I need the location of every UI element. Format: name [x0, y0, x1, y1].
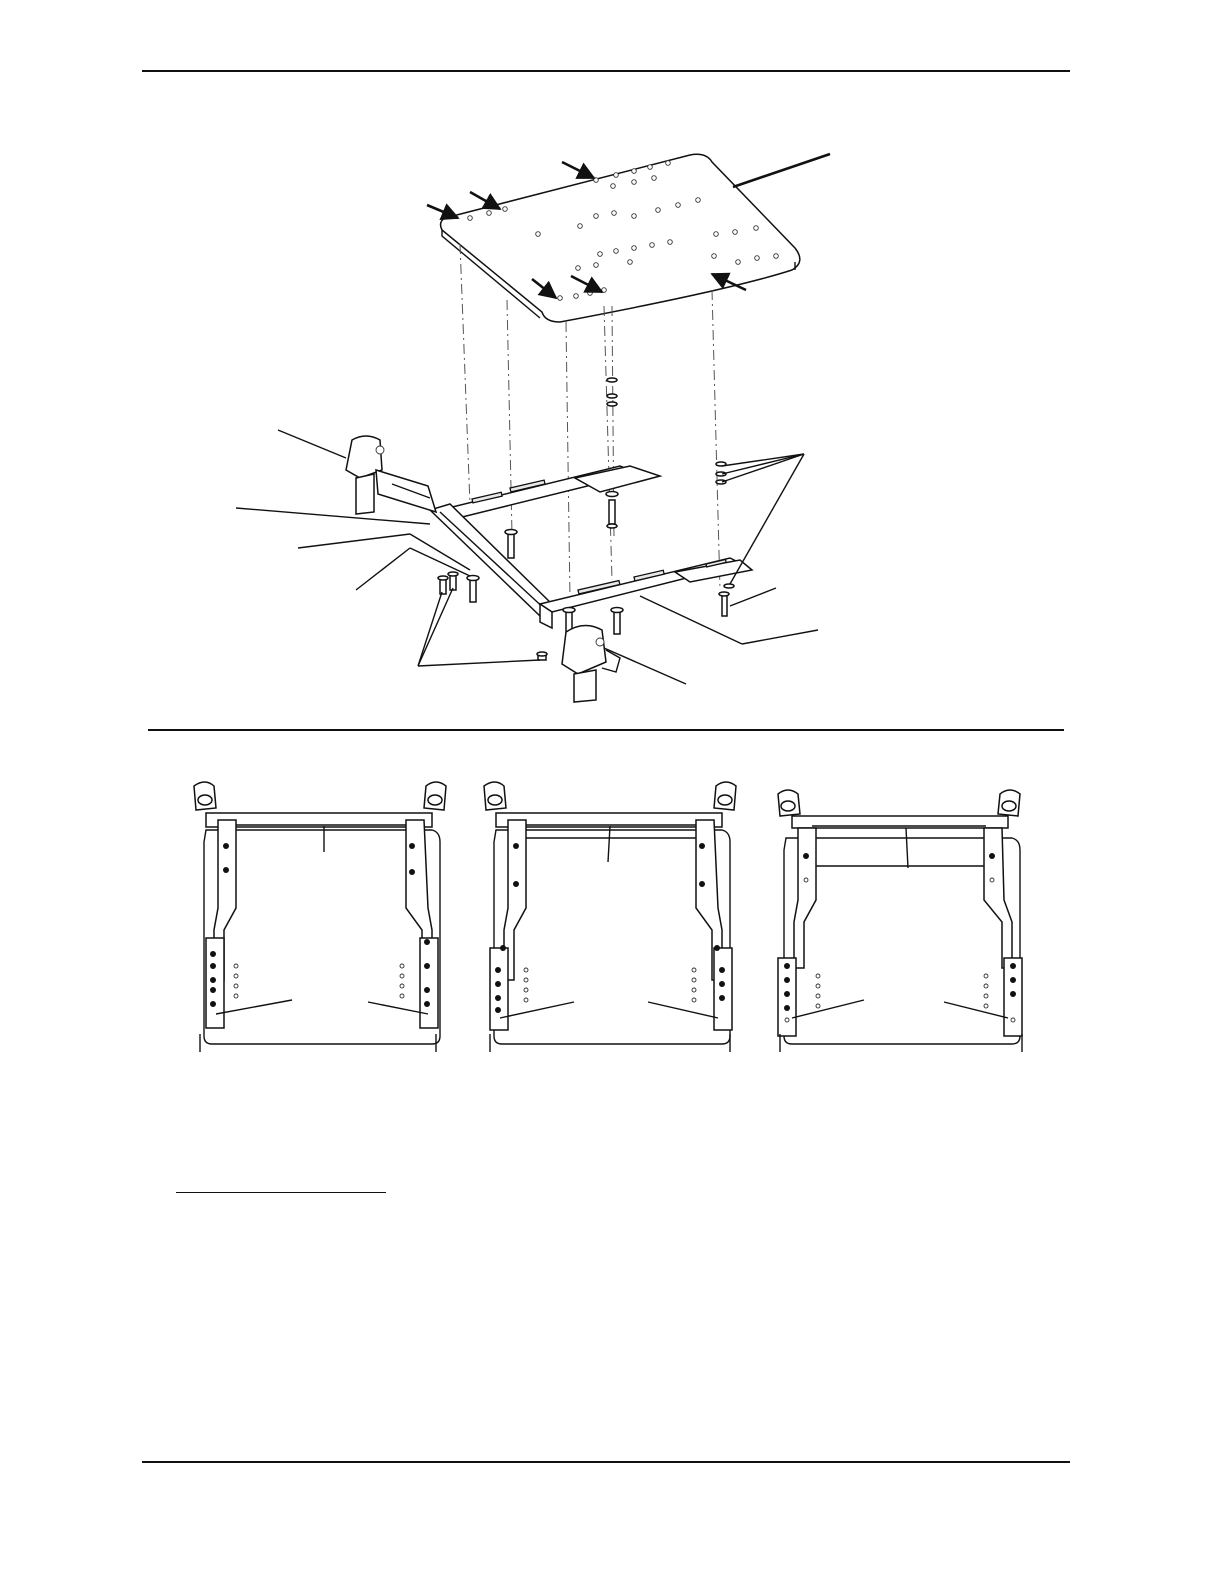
- panel-1-holes: [210, 843, 430, 1007]
- frame-panel-1: [194, 782, 446, 1052]
- seat-pan: [441, 154, 800, 322]
- frame-panel-2: [484, 782, 736, 1052]
- clamp-lower: [562, 625, 620, 702]
- exploded-view: [236, 154, 830, 702]
- panel-3-holes: [784, 853, 1016, 1022]
- clamp-upper-left: [346, 436, 436, 514]
- frame-panel-3: [778, 790, 1022, 1052]
- seat-frame: [430, 466, 752, 634]
- panel-2-holes: [495, 843, 725, 1013]
